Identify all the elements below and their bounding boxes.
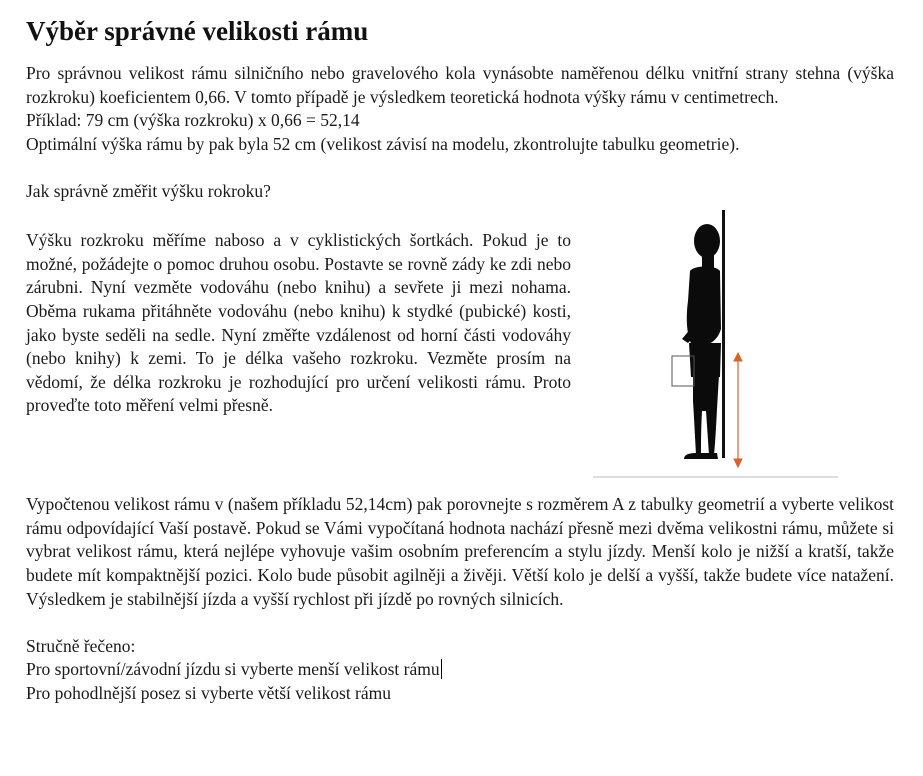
person-measuring-icon [568, 205, 844, 491]
page-title: Výběr správné velikosti rámu [26, 16, 369, 46]
measure-section [26, 227, 894, 493]
spacer [26, 156, 894, 180]
measure-instructions: Výšku rozkroku měříme naboso a v cyklistických šortkách. Pokud je to možné, požádejte o pomoc druhou osobu. Postavte se rovně zády ke zdi nebo zárubni. Nyní vezměte vodováhu (nebo knihu) a sevřete ji mezi nohama. Oběma rukama přitáhněte vodováhu (nebo knihu) k stydké (pubické) kosti, jako byste seděli na sedle. Nyní změřte vzdálenost od horní části vodováhy (nebo knihy) k zemi. To je délka vašeho rozkroku. Vezměte prosím na vědomí, že délka rozkroku je rozhodující pro určení velikosti rámu. Proto proveďte toto měření velmi přesně. [26, 230, 571, 416]
summary-sport[interactable] [26, 658, 894, 682]
summary-sport-text: Pro sportovní/závodní jízdu si vyberte menší velikost rámu [26, 659, 440, 680]
compare-paragraph: Vypočtenou velikost rámu v (našem příkladu 52,14cm) pak porovnejte s rozměrem A z tabulky geometrií a vyberte velikost rámu odpovídající Vaší postavě. Pokud se Vámi vypočítaná hodnota nachází přesně mezi dvěma velikostni rámu, můžete si vybrat velikost rámu, která nejlépe vyhovuje vašim osobním preferencím a stylu jízdy. Menší kolo je nižší a kratší, takže budete mít kompaktnější pozici. Kolo bude působit agilněji a živěji. Větší kolo je delší a vyšší, takže budete více natažení. Výsledkem je stabilnější jízda a vyšší rychlost při jízdě po rovných silnicích. [26, 494, 894, 609]
example-line: Příklad: 79 cm (výška rozkroku) x 0,66 = 52,14 [26, 110, 360, 131]
text-cursor [441, 659, 442, 679]
optimal-line: Optimální výška rámu by pak byla 52 cm (velikost závisí na modelu, zkontrolujte tabulku geometrie). [26, 133, 740, 154]
intro-paragraph: Pro správnou velikost rámu silničního nebo gravelového kola vynásobte naměřenou délku vnitřní strany stehna (výška rozkroku) koeficientem 0,66. V tomto případě je výsledkem teoretická hodnota výšky rámu v centimetrech. [26, 63, 894, 107]
document [26, 14, 894, 706]
measurement-arrow [734, 353, 742, 467]
spacer [26, 611, 894, 635]
measure-question: Jak správně změřit výšku rokroku? [26, 180, 271, 201]
summary-heading: Stručně řečeno: [26, 635, 136, 656]
wall-line [722, 210, 725, 458]
person-silhouette [682, 224, 721, 459]
summary-comfort: Pro pohodlnější posez si vyberte větší velikost rámu [26, 682, 392, 703]
